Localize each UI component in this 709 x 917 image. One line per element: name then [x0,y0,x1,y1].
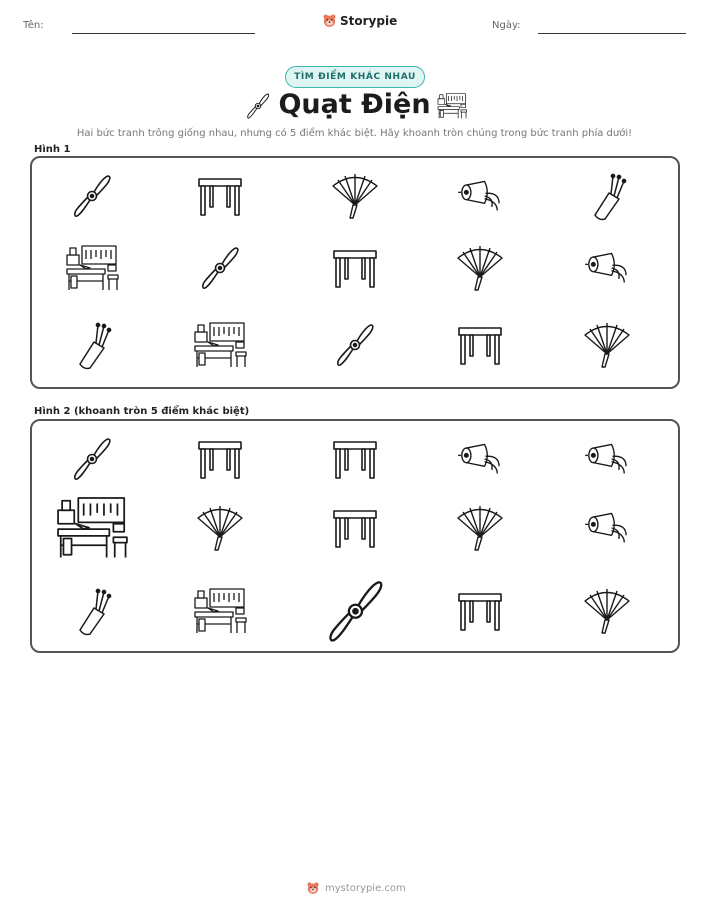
hand-fan-icon[interactable] [195,503,245,553]
instructions: Hai bức tranh trông giống nhau, nhưng có 5 điểm khác biệt. Hãy khoanh tròn chúng trong bức tranh phía dưới! [76,128,633,139]
table-icon[interactable] [455,322,505,368]
footer-url[interactable]: mystorypie.com [325,882,406,894]
wires-icon[interactable] [586,171,628,221]
page-title: Quạt Điện [278,89,431,120]
workshop-icon [436,92,468,120]
table-icon[interactable] [330,505,380,551]
wires-icon[interactable] [71,586,113,636]
table-icon[interactable] [455,588,505,634]
bear-logo-icon [322,13,337,28]
table-icon[interactable] [330,436,380,482]
motor-icon[interactable] [584,248,630,288]
picture2-label: Hình 2 (khoanh tròn 5 điểm khác biệt) [34,406,250,417]
workshop-icon[interactable] [192,320,248,370]
hand-fan-icon[interactable] [455,503,505,553]
workshop-icon[interactable] [54,494,130,562]
name-label: Tên: [23,20,44,31]
wires-icon[interactable] [71,320,113,370]
hand-fan-icon[interactable] [582,586,632,636]
hand-fan-icon[interactable] [455,243,505,293]
table-icon[interactable] [330,245,380,291]
name-line[interactable] [72,33,255,34]
bear-logo-icon [306,881,320,895]
motor-icon[interactable] [584,439,630,479]
footer [306,881,406,895]
propeller-icon[interactable] [334,320,376,370]
propeller-icon[interactable] [199,243,241,293]
motor-icon[interactable] [457,439,503,479]
workshop-icon[interactable] [64,243,120,293]
motor-icon[interactable] [457,176,503,216]
picture1-label: Hình 1 [34,144,71,155]
brand-name: Storypie [340,13,398,28]
table-icon[interactable] [195,436,245,482]
date-label: Ngày: [492,20,521,31]
workshop-icon[interactable] [192,586,248,636]
propeller-icon[interactable] [71,171,113,221]
hand-fan-icon[interactable] [582,320,632,370]
table-icon[interactable] [195,173,245,219]
motor-icon[interactable] [584,508,630,548]
propeller-icon[interactable] [71,434,113,484]
activity-badge: TÌM ĐIỂM KHÁC NHAU [285,66,425,88]
hand-fan-icon[interactable] [330,171,380,221]
propeller-icon[interactable] [325,575,386,648]
date-line[interactable] [538,33,686,34]
brand-logo [322,13,397,28]
